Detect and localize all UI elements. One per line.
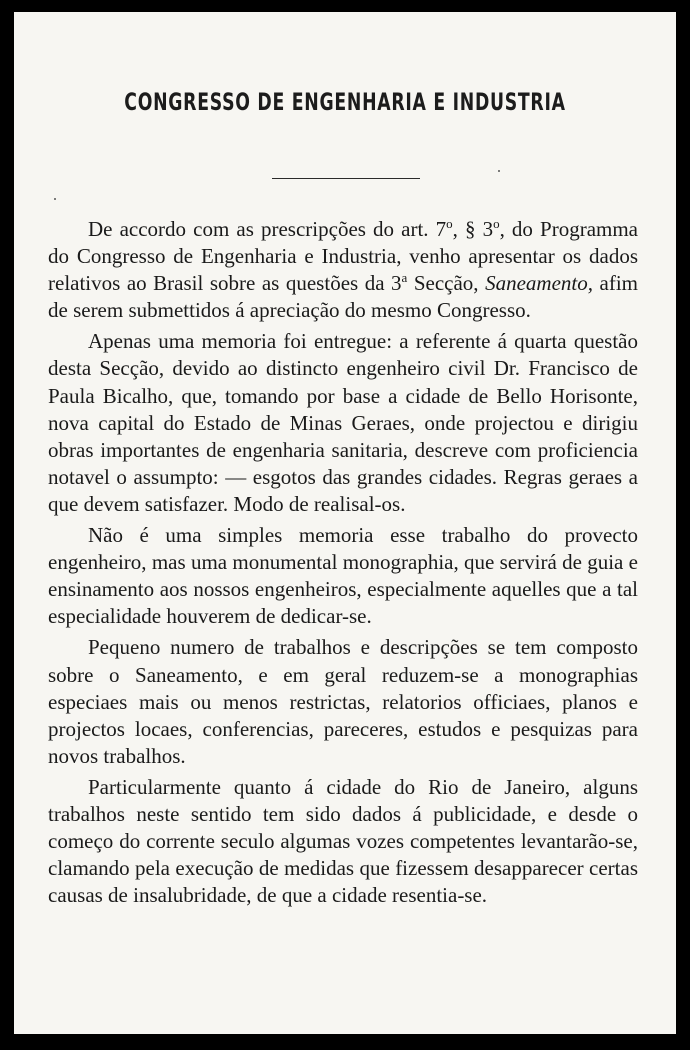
paragraph-1-part-a: De accordo com as prescripções do art. 7 <box>88 217 447 241</box>
title-divider <box>272 178 420 179</box>
superscript: a <box>401 270 408 286</box>
paragraph-1-part-c: , do Programma do Congresso de Engenharia e Industria, venho apresentar os dados relativos ao Brasil sobre as questões da 3 <box>48 217 639 296</box>
superscript: o <box>446 216 453 231</box>
document-page <box>14 12 676 1034</box>
ink-speck <box>54 198 56 200</box>
paragraph-5: Particularmente quanto á cidade do Rio de Janeiro, alguns trabalhos neste sentido tem sido dados á publicidade, e desde o começo do corrente seculo algumas vozes competentes levantarão-se, clamando pela execução de medidas que fizessem desapparecer certas causas de insalubridade, de que a cidade resentia-se. <box>48 774 638 908</box>
paragraph-3: Não é uma simples memoria esse trabalho do provecto engenheiro, mas uma monumental monographia, que servirá de guia e ensinamento aos nossos engenheiros, especialmente aquelles que a tal especialidade houverem de dedicar-se. <box>48 523 638 629</box>
paragraph-1 <box>48 216 638 324</box>
superscript: o <box>493 216 500 231</box>
paragraph-4: Pequeno numero de trabalhos e descripções se tem composto sobre o Saneamento, e em geral reduzem-se a monographias especiaes mais ou menos restrictas, relatorios officiaes, planos e projectos locaes, conferencias, pareceres, estudos e pesquizas para novos trabalhos. <box>48 635 638 768</box>
body-text <box>48 216 638 913</box>
paragraph-2: Apenas uma memoria foi entregue: a referente á quarta questão desta Secção, devido ao distincto engenheiro civil Dr. Francisco de Paula Bicalho, que, tomando por base a cidade de Bello Horisonte, nova capital do Estado de Minas Geraes, onde projectou e dirigiu obras importantes de engenharia sanitaria, descreve com proficiencia notavel o assumpto: — esgotos das grandes cidades. Regras geraes a que devem satisfazer. Modo de realisal-os. <box>48 329 638 516</box>
paragraph-1-part-d: Secção, <box>407 271 486 296</box>
paragraph-1-part-b: , § 3 <box>452 217 494 241</box>
italic-term: Saneamento, <box>485 271 593 296</box>
page-title: CONGRESSO DE ENGENHARIA E INDUSTRIA <box>124 88 566 116</box>
ink-speck <box>498 170 500 172</box>
paragraph-1-part-e: afim de serem submettidos á apreciação do mesmo Congresso. <box>48 271 638 323</box>
